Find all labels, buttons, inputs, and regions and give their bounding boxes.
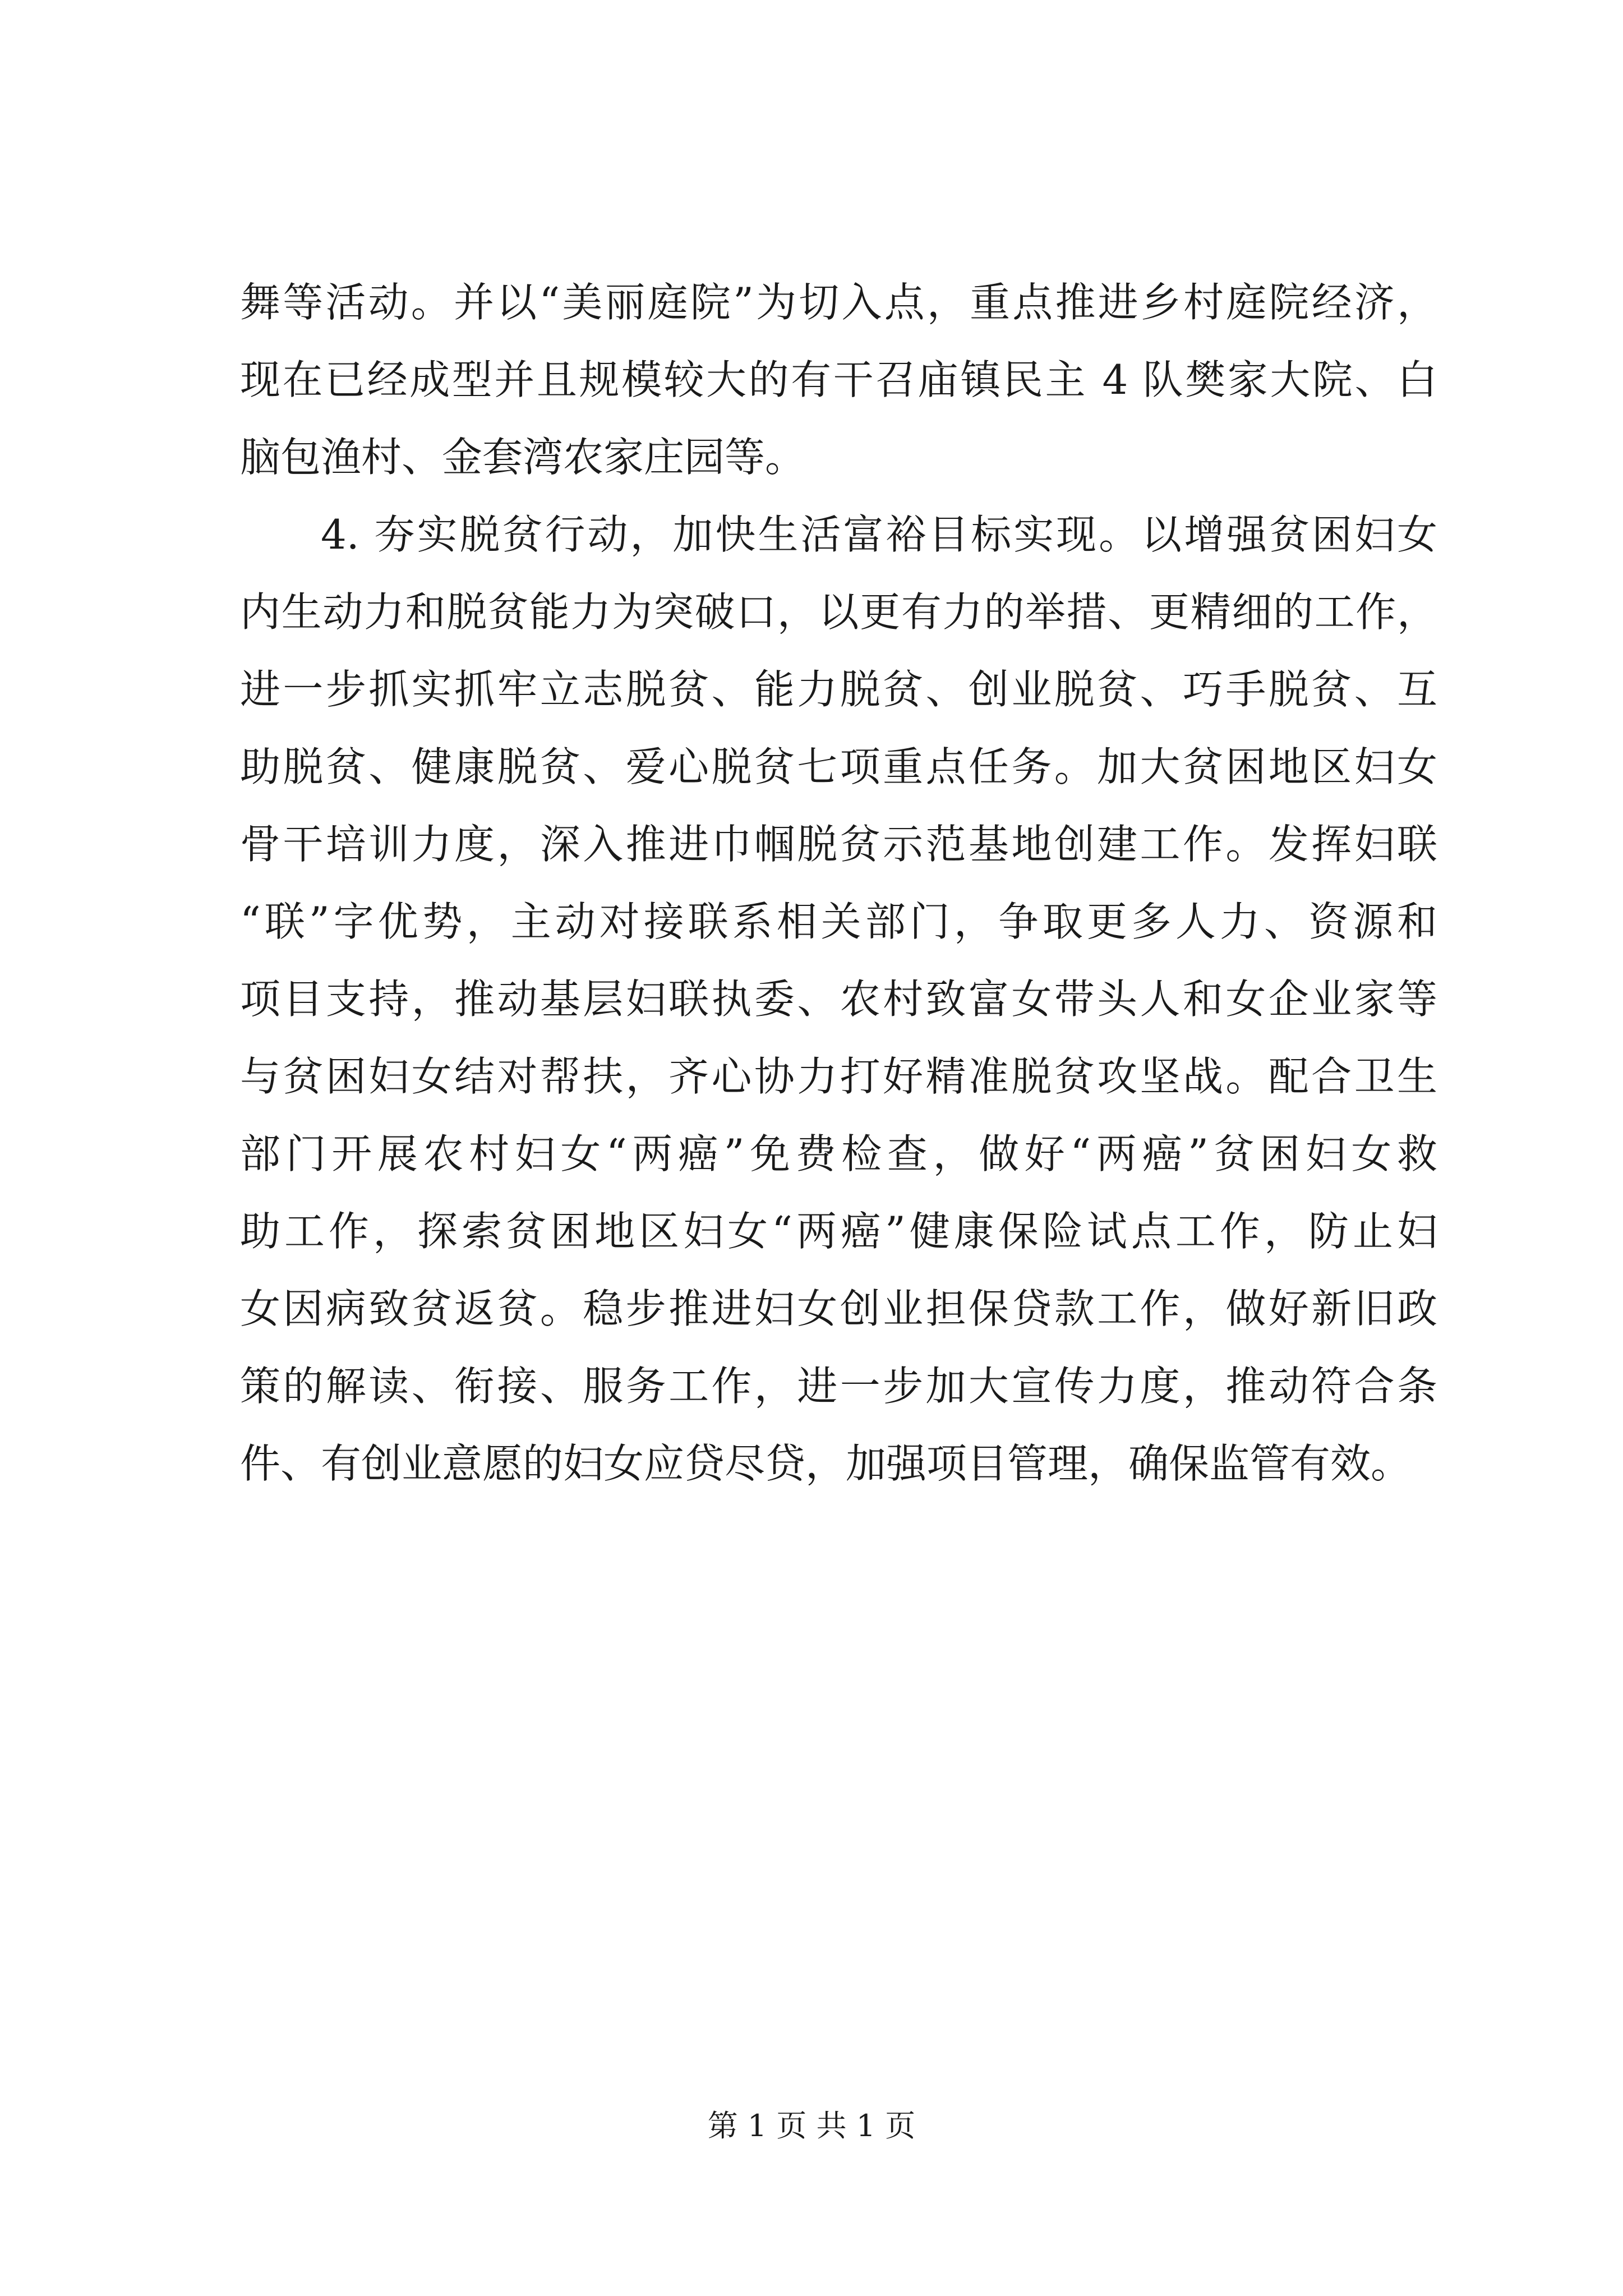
text-line: 项目支持，推动基层妇联执委、农村致富女带头人和女企业家等 [240,976,1437,1023]
text-line: 骨干培训力度，深入推进巾帼脱贫示范基地创建工作。发挥妇联 [240,821,1437,868]
text-line: “联”字优势，主动对接联系相关部门，争取更多人力、资源和 [240,898,1437,945]
text-line: 舞等活动。并以“美丽庭院”为切入点，重点推进乡村庭院经济， [240,279,1437,326]
text-line: 现在已经成型并且规模较大的有干召庙镇民主 4 队樊家大院、白 [240,356,1437,403]
paragraph-2 [240,496,1437,1502]
text-line: 件、有创业意愿的妇女应贷尽贷，加强项目管理，确保监管有效。 [240,1440,1412,1487]
text-line: 助脱贫、健康脱贫、爱心脱贫七项重点任务。加大贫困地区妇女 [240,743,1437,790]
body-text [240,264,1437,1502]
text-line: 女因病致贫返贫。稳步推进妇女创业担保贷款工作，做好新旧政 [240,1285,1437,1332]
text-line: 助工作，探索贫困地区妇女“两癌”健康保险试点工作，防止妇 [240,1208,1437,1255]
page-footer [0,2106,1623,2146]
text-line: 进一步抓实抓牢立志脱贫、能力脱贫、创业脱贫、巧手脱贫、互 [240,666,1437,713]
page-number-label: 第 1 页 共 1 页 [707,2108,916,2143]
text-line: 脑包渔村、金套湾农家庄园等。 [240,434,806,481]
text-line: 策的解读、衔接、服务工作，进一步加大宣传力度，推动符合条 [240,1363,1437,1410]
text-line: 4. 夯实脱贫行动，加快生活富裕目标实现。以增强贫困妇女 [321,511,1437,558]
text-line: 部门开展农村妇女“两癌”免费检查，做好“两癌”贫困妇女救 [240,1130,1437,1177]
paragraph-1 [240,264,1437,496]
text-line: 内生动力和脱贫能力为突破口，以更有力的举措、更精细的工作， [240,588,1437,636]
text-line: 与贫困妇女结对帮扶，齐心协力打好精准脱贫攻坚战。配合卫生 [240,1053,1437,1100]
